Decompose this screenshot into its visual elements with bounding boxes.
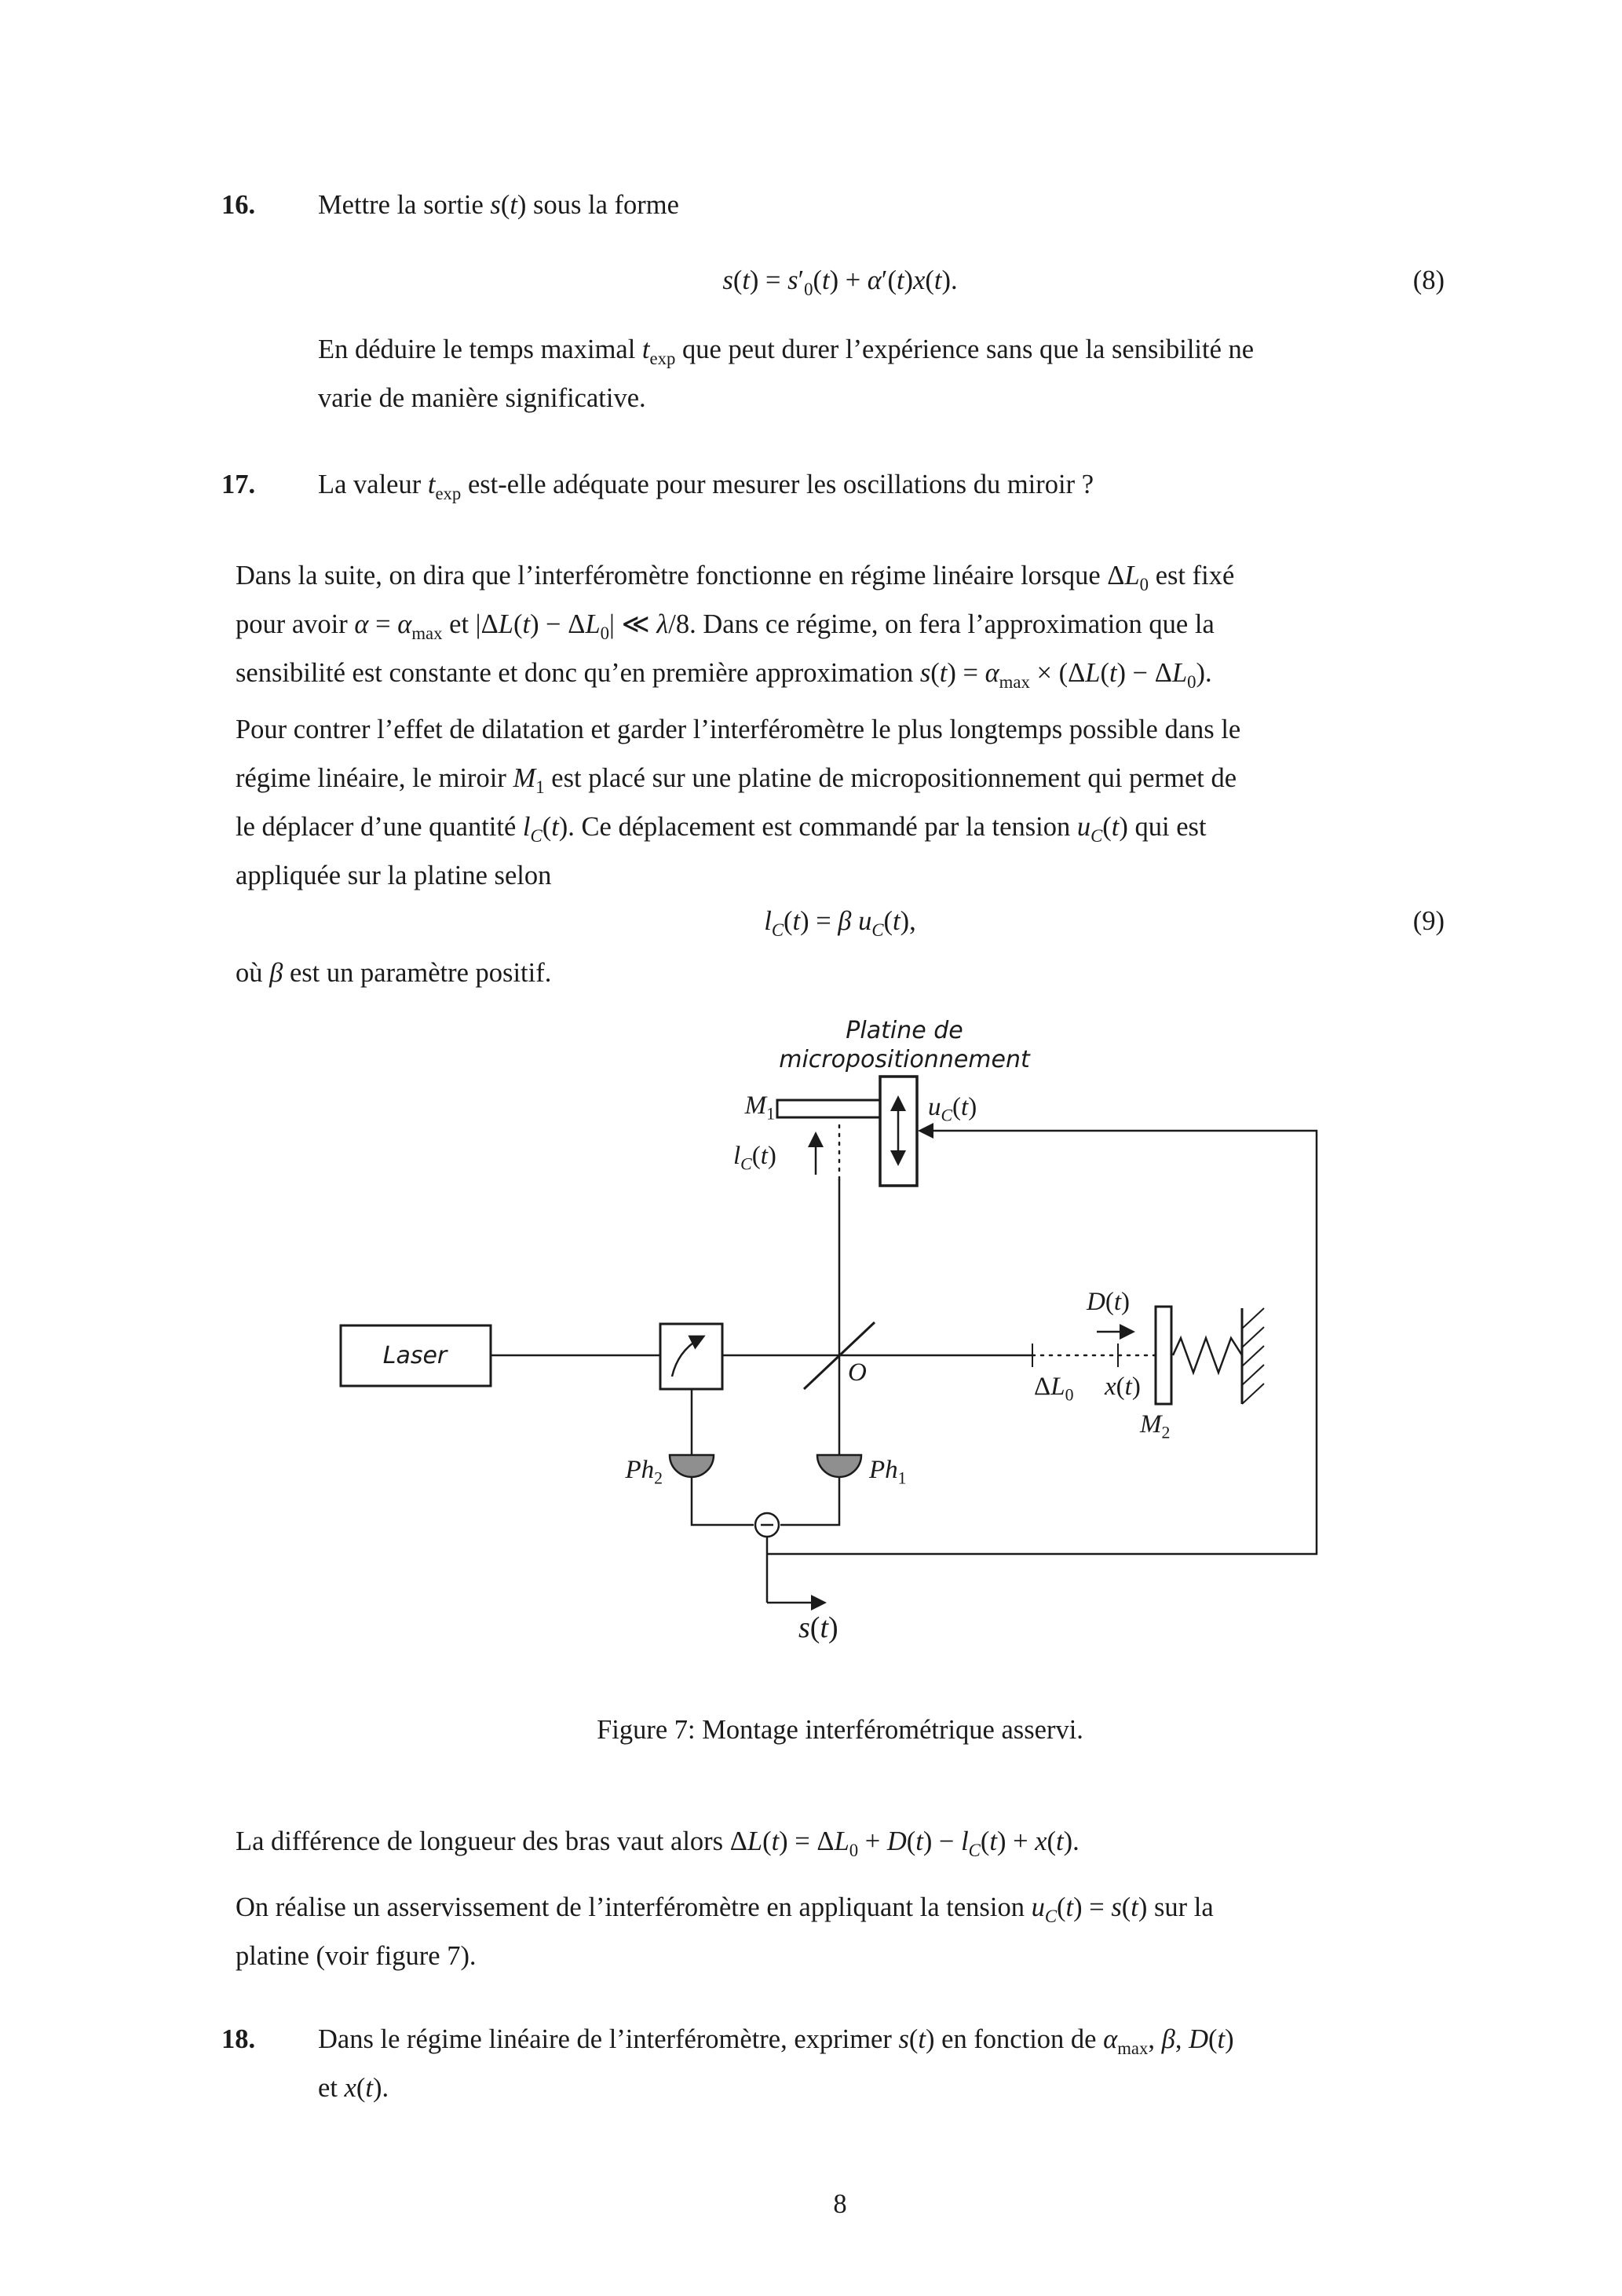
para-difference: La différence de longueur des bras vaut alors $\Delta L(t) = \Delta L_0 + D(t) - l_C(t) + x(t)$. xyxy=(236,1826,1080,1860)
figure-caption: Figure 7: Montage interférométrique asservi. xyxy=(597,1715,1083,1745)
wall-hatch-3 xyxy=(1242,1346,1264,1366)
polarizer-box xyxy=(660,1324,722,1389)
spring xyxy=(1173,1338,1242,1373)
ph1-detector xyxy=(817,1455,861,1477)
lc-label: $l_C(t)$ xyxy=(733,1142,776,1174)
dt-label: D(t) xyxy=(1087,1288,1131,1316)
interferometer-diagram xyxy=(339,1013,1360,1676)
wall-hatch-1 xyxy=(1242,1308,1264,1329)
ph2-label: $Ph_2$ xyxy=(625,1456,663,1488)
m1-mirror xyxy=(777,1100,880,1117)
figure-7 xyxy=(339,1013,1360,1676)
para-platine-line2: régime linéaire, le miroir $M_1$ est placé sur une platine de micropositionnement qui permet de xyxy=(236,763,1237,797)
q18-number: 18. xyxy=(221,2024,256,2054)
equation-8: $s(t) = s'_0(t) + \alpha'(t)x(t)$. xyxy=(722,265,958,299)
ph1-label: $Ph_1$ xyxy=(869,1456,907,1488)
para-platine-line3: le déplacer d’une quantité $l_C(t)$. Ce déplacement est commandé par la tension $u_C(t)$ qui est xyxy=(236,812,1207,846)
st-label: s(t) xyxy=(798,1611,838,1644)
q16-intro: Mettre la sortie s(t) sous la forme xyxy=(318,190,679,220)
wire-ph2-subtractor xyxy=(692,1477,754,1525)
para-asserv-line1: On réalise un asservissement de l’interféromètre en appliquant la tension $u_C(t) = s(t)$ sur la xyxy=(236,1892,1214,1926)
q16-followup-line2: varie de manière significative. xyxy=(318,383,646,413)
ph2-detector xyxy=(670,1455,714,1477)
para-regime-line1: Dans la suite, on dira que l’interféromètre fonctionne en régime linéaire lorsque $\Delta L_0$ est fixé xyxy=(236,561,1235,594)
m2-label: $M_2$ xyxy=(1140,1410,1171,1442)
q17-number: 17. xyxy=(221,470,256,499)
m1-label: $M_1$ xyxy=(744,1091,775,1124)
m2-mirror xyxy=(1156,1307,1171,1404)
q18-line1: Dans le régime linéaire de l’interféromètre, exprimer s(t) en fonction de $\alpha_{max}$, β, D(t) xyxy=(318,2024,1234,2058)
q17-text: La valeur $t_{exp}$ est-elle adéquate pour mesurer les oscillations du miroir ? xyxy=(318,470,1094,503)
para-platine-line1: Pour contrer l’effet de dilatation et garder l’interféromètre le plus longtemps possible dans le xyxy=(236,715,1241,744)
xt-label: x(t) xyxy=(1105,1373,1141,1401)
uc-label: $u_C(t)$ xyxy=(928,1093,977,1125)
q16-followup-line1: En déduire le temps maximal $t_{exp}$ que peut durer l’expérience sans que la sensibilité ne xyxy=(318,335,1255,368)
platine-title-line1: Platine de xyxy=(846,1017,963,1044)
equation-9-number: (9) xyxy=(1412,906,1445,936)
platine-title xyxy=(700,1016,1109,1074)
page-number: 8 xyxy=(833,2189,847,2219)
equation-8-number: (8) xyxy=(1412,265,1445,295)
para-beta: où β est un paramètre positif. xyxy=(236,958,552,988)
para-platine-line4: appliquée sur la platine selon xyxy=(236,861,552,890)
para-regime-line2: pour avoir $\alpha = \alpha_{max}$ et $|\Delta L(t) - \Delta L_0|$ ≪ λ/8. Dans ce régime, on fera l’approximation que la xyxy=(236,609,1215,643)
equation-9: $l_C(t) = \beta$ $u_C(t)$, xyxy=(764,906,916,940)
dl0-label: $\Delta L_0$ xyxy=(1034,1373,1074,1405)
laser-label: Laser xyxy=(382,1342,448,1369)
q16-number: 16. xyxy=(221,190,256,220)
wall-hatch-4 xyxy=(1242,1365,1264,1385)
para-asserv-line2: platine (voir figure 7). xyxy=(236,1941,477,1971)
origin-label: O xyxy=(848,1358,867,1387)
wire-ph1-subtractor xyxy=(780,1477,839,1525)
para-regime-line3: sensibilité est constante et donc qu’en première approximation $s(t) = \alpha_{max} \times (\Delta L(t) - \Delta L_0)$. xyxy=(236,658,1212,692)
wall-hatch-2 xyxy=(1242,1327,1264,1347)
q18-line2: et x(t). xyxy=(318,2073,389,2103)
platine-title-line2: micropositionnement xyxy=(779,1046,1030,1073)
wall-hatch-5 xyxy=(1242,1384,1264,1404)
